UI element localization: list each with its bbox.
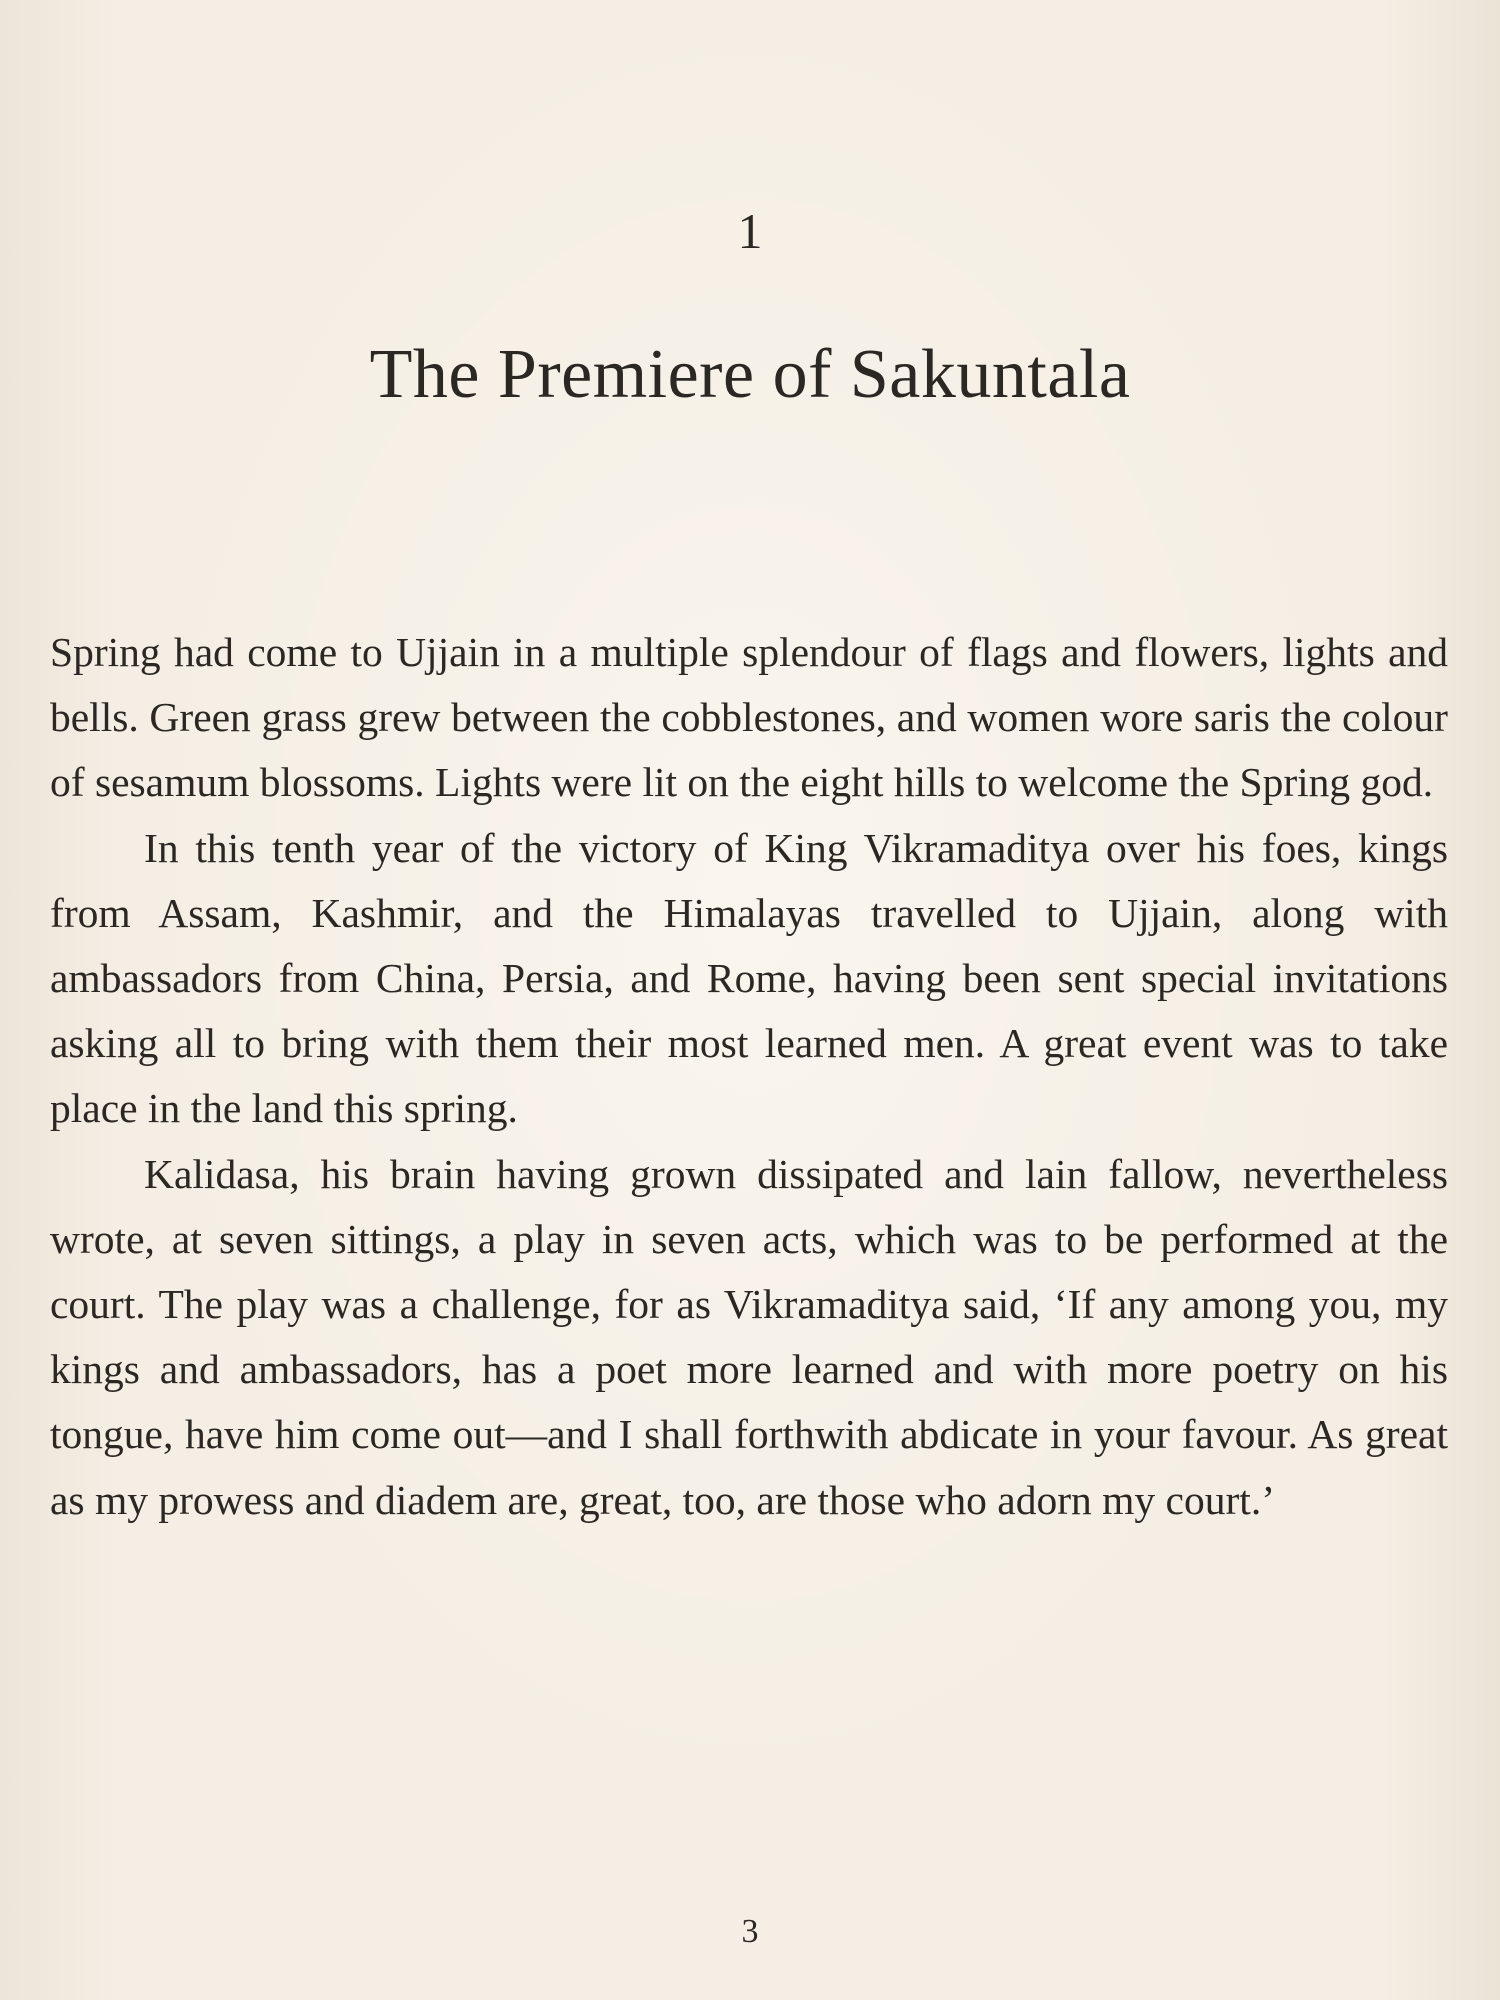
show-through-texture <box>45 20 1455 85</box>
paragraph-2: In this tenth year of the victory of King Vikramaditya over his foes, kings from Assam, Kashmir, and the Himalayas travelled to Ujjain, along with ambassadors from China, Persia, and Rome, having been sent special invitations asking all to bring with them their most learned men. A great event was to take place in the land this spring. <box>50 824 1448 1132</box>
paragraph-3: Kalidasa, his brain having grown dissipated and lain fallow, nevertheless wrote, at seven sittings, a play in seven acts, which was to be performed at the court. The play was a challenge, for as Vikramaditya said, ‘If any among you, my kings and ambassadors, has a poet more learned and with more poetry on his tongue, have him come out—and I shall forthwith abdicate in your favour. As great as my prowess and diadem are, great, too, are those who adorn my court.’ <box>50 1150 1448 1523</box>
paragraph-1: Spring had come to Ujjain in a multiple splendour of flags and flowers, lights and bells. Green grass grew between the cobblestones, and women wore saris the colour of sesamum blossoms. Lights were lit on the eight hills to welcome the Spring god. <box>50 629 1448 806</box>
page-number: 3 <box>741 1913 759 1950</box>
chapter-body <box>50 620 1448 1533</box>
chapter-number: 1 <box>737 203 763 259</box>
chapter-title: The Premiere of Sakuntala <box>369 336 1131 413</box>
